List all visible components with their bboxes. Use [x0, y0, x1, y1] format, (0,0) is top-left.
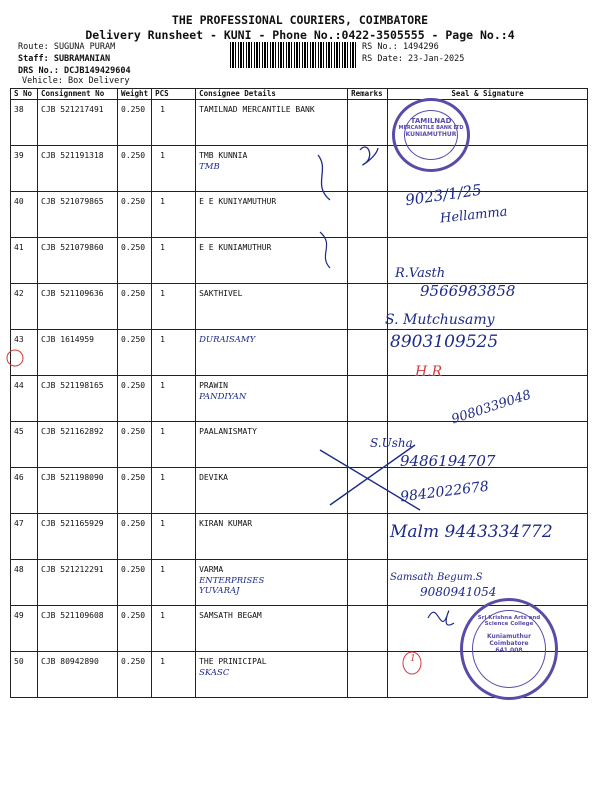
sno-cell: 45 — [11, 422, 38, 468]
col-sno: S No — [11, 89, 38, 100]
weight-cell: 0.250 — [118, 422, 152, 468]
signature-43-b: 8903109525 — [390, 332, 499, 352]
weight-cell: 0.250 — [118, 606, 152, 652]
handwritten-note: SKASC — [199, 668, 230, 678]
consignee-name: THE PRINICIPAL — [199, 657, 267, 666]
consignee-name: VARMA — [199, 565, 224, 574]
weight-cell: 0.250 — [118, 100, 152, 146]
signature-42-a: R.Vasth — [395, 266, 446, 281]
route-label: Route: SUGUNA PURAM — [18, 42, 116, 52]
signature-42-b: 9566983858 — [420, 282, 516, 300]
consignee-name: E E KUNIYAMUTHUR — [199, 197, 277, 206]
vehicle-label: Vehicle: Box Delivery — [22, 76, 130, 86]
sno-cell: 48 — [11, 560, 38, 606]
rs-number: RS No.: 1494296 — [362, 42, 439, 52]
consignee-name: PRAWIN — [199, 381, 228, 390]
signature-scribble-50 — [428, 611, 454, 625]
consignment-cell: CJB 521212291 — [38, 560, 118, 606]
consignment-cell: CJB 1614959 — [38, 330, 118, 376]
consignment-cell: CJB 521217491 — [38, 100, 118, 146]
signature-45: 9080339048 — [449, 387, 534, 428]
signature-49-a: Samsath Begum.S — [390, 572, 483, 583]
signature-47: 9842022678 — [399, 478, 490, 506]
signature-49-b: 9080941054 — [420, 585, 497, 599]
consignment-cell: CJB 521165929 — [38, 514, 118, 560]
pcs-cell: 1 — [152, 330, 196, 376]
consignment-cell: CJB 521198165 — [38, 376, 118, 422]
sno-cell: 43 — [11, 330, 38, 376]
col-pcs: PCS — [152, 89, 196, 100]
consignment-cell: CJB 521109608 — [38, 606, 118, 652]
consignee-name: DEVIKA — [199, 473, 228, 482]
weight-cell: 0.250 — [118, 284, 152, 330]
rs-date: RS Date: 23-Jan-2025 — [362, 54, 465, 64]
weight-cell: 0.250 — [118, 330, 152, 376]
signature-40-b: Hellamma — [439, 204, 509, 227]
consignee-name: TAMILNAD MERCANTILE BANK — [199, 105, 315, 114]
signature-scribble-41 — [320, 232, 330, 268]
red-circle-44 — [7, 350, 23, 366]
pcs-cell: 1 — [152, 422, 196, 468]
sno-cell: 41 — [11, 238, 38, 284]
weight-cell: 0.250 — [118, 652, 152, 698]
company-title: THE PROFESSIONAL COURIERS, COIMBATORE — [171, 13, 429, 27]
signature-scribble-39 — [318, 147, 378, 200]
college-seal-stamp: Sri Krishna Arts and Science College Kuniamuthur Coimbatore 641 008 — [460, 598, 558, 700]
pcs-cell: 1 — [152, 514, 196, 560]
sno-cell: 40 — [11, 192, 38, 238]
sno-cell: 47 — [11, 514, 38, 560]
red-mark-text: 1 — [410, 654, 416, 664]
drs-number: DRS No.: DCJB149429604 — [18, 66, 131, 76]
signature-48: Malm 9443334772 — [390, 522, 553, 542]
pcs-cell: 1 — [152, 468, 196, 514]
pcs-cell: 1 — [152, 146, 196, 192]
consignment-cell: CJB 80942890 — [38, 652, 118, 698]
consignee-name: SAMSATH BEGAM — [199, 611, 262, 620]
consignment-cell: CJB 521191318 — [38, 146, 118, 192]
weight-cell: 0.250 — [118, 146, 152, 192]
consignee-name: KIRAN KUMAR — [199, 519, 253, 528]
sno-cell: 39 — [11, 146, 38, 192]
col-seal-signature: Seal & Signature — [388, 89, 588, 100]
sno-cell: 38 — [11, 100, 38, 146]
sno-cell: 49 — [11, 606, 38, 652]
weight-cell: 0.250 — [118, 376, 152, 422]
consignment-cell: CJB 521079860 — [38, 238, 118, 284]
consignment-cell: CJB 521079865 — [38, 192, 118, 238]
weight-cell: 0.250 — [118, 238, 152, 284]
pcs-cell: 1 — [152, 560, 196, 606]
staff-label: Staff: SUBRAMANIAN — [18, 54, 111, 64]
weight-cell: 0.250 — [118, 560, 152, 606]
pcs-cell: 1 — [152, 376, 196, 422]
pcs-cell: 1 — [152, 284, 196, 330]
consignee-name: SAKTHIVEL — [199, 289, 243, 298]
runsheet-title: Delivery Runsheet - KUNI - Phone No.:0422-3505555 - Page No.:4 — [85, 28, 515, 42]
handwritten-note: ENTERPRISES YUVARAJ — [199, 576, 265, 596]
sno-cell: 44 — [11, 376, 38, 422]
weight-cell: 0.250 — [118, 514, 152, 560]
col-consignment: Consignment No — [38, 89, 118, 100]
weight-cell: 0.250 — [118, 468, 152, 514]
handwritten-note: PANDIYAN — [199, 392, 247, 402]
pcs-cell: 1 — [152, 652, 196, 698]
pcs-cell: 1 — [152, 238, 196, 284]
signature-40-a: 9023/1/25 — [404, 180, 483, 210]
pcs-cell: 1 — [152, 606, 196, 652]
col-weight: Weight — [118, 89, 152, 100]
consignment-cell: CJB 521162892 — [38, 422, 118, 468]
consignee-name: E E KUNIAMUTHUR — [199, 243, 272, 252]
pcs-cell: 1 — [152, 100, 196, 146]
sno-cell: 50 — [11, 652, 38, 698]
signature-46-a: S.Usha — [370, 436, 413, 450]
bank-seal-stamp: TAMILNAD MERCANTILE BANK LTD KUNIAMUTHUR — [392, 98, 470, 172]
consignment-cell: CJB 521198090 — [38, 468, 118, 514]
weight-cell: 0.250 — [118, 192, 152, 238]
remark-44: H.R — [415, 364, 443, 380]
pcs-cell: 1 — [152, 192, 196, 238]
handwritten-note: TMB — [199, 162, 220, 172]
sno-cell: 42 — [11, 284, 38, 330]
signature-43-a: S. Mutchusamy — [385, 312, 495, 328]
col-consignee: Consignee Details — [196, 89, 348, 100]
signature-46-b: 9486194707 — [400, 452, 496, 470]
consignee-name: PAALANISMATY — [199, 427, 257, 436]
sno-cell: 46 — [11, 468, 38, 514]
handwritten-note: DURAISAMY — [199, 335, 256, 345]
consignee-name: TMB KUNNIA — [199, 151, 248, 160]
consignment-cell: CJB 521109636 — [38, 284, 118, 330]
col-remarks: Remarks — [348, 89, 388, 100]
